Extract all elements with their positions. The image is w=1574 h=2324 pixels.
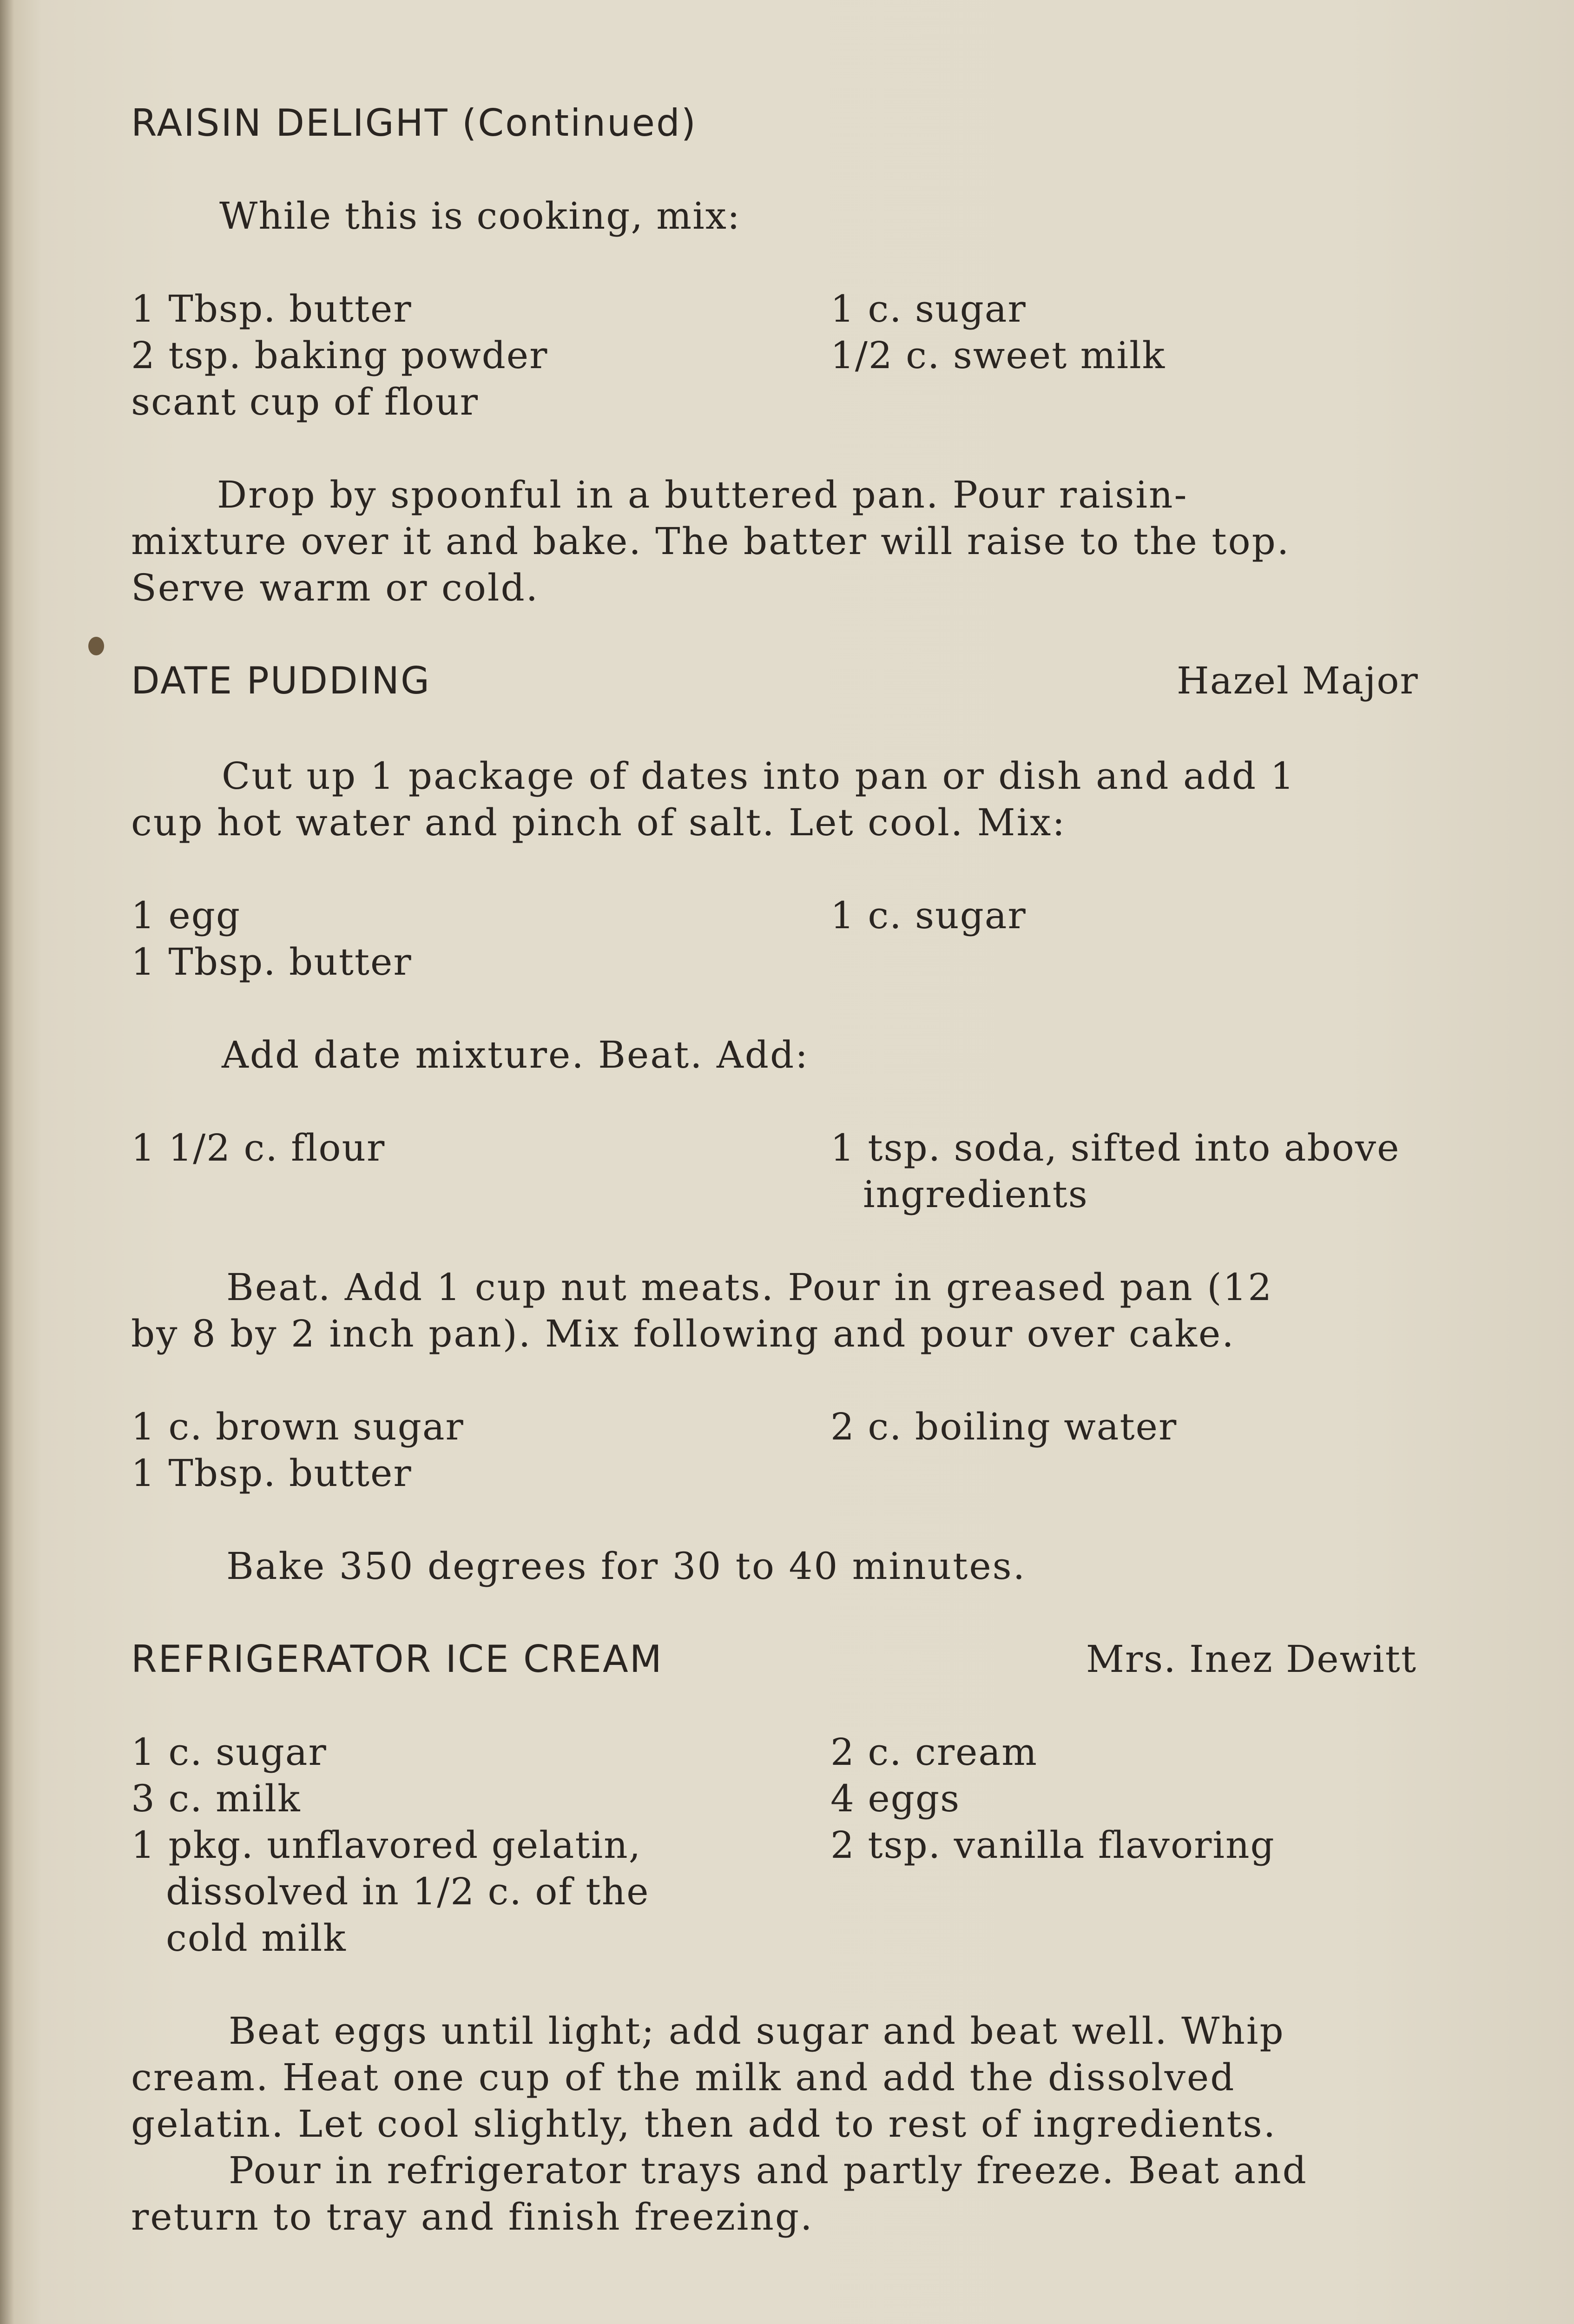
raisin-ingredient: 2 tsp. baking powder [131,334,548,377]
raisin-instructions: Drop by spoonful in a buttered pan. Pour raisin- [217,473,1188,516]
date-pudding-ingredient: 1 tsp. soda, sifted into above [830,1126,1400,1169]
ink-spot [88,637,104,655]
date-pudding-ingredient: 1 1/2 c. flour [131,1126,386,1169]
date-pudding-ingredient: ingredients [863,1173,1088,1216]
date-pudding-ingredient: 1 c. sugar [830,894,1027,937]
ice-cream-author: Mrs. Inez Dewitt [1086,1637,1417,1681]
raisin-ingredient: 1/2 c. sweet milk [830,334,1166,377]
date-pudding-instructions: Beat. Add 1 cup nut meats. Pour in greased pan (12 [226,1266,1273,1309]
date-pudding-bake: Bake 350 degrees for 30 to 40 minutes. [226,1545,1027,1588]
raisin-ingredient: 1 Tbsp. butter [131,287,412,330]
ice-cream-ingredient: dissolved in 1/2 c. of the [166,1870,650,1913]
date-pudding-instructions: Cut up 1 package of dates into pan or dish and add 1 [222,754,1296,798]
ice-cream-ingredient: 4 eggs [830,1777,961,1820]
ice-cream-ingredient: 2 tsp. vanilla flavoring [830,1823,1275,1867]
date-pudding-author: Hazel Major [1177,659,1419,702]
date-pudding-heading: DATE PUDDING [131,659,431,702]
date-pudding-ingredient: 2 c. boiling water [830,1405,1178,1448]
ice-cream-ingredient: 1 pkg. unflavored gelatin, [131,1823,642,1867]
date-pudding-instructions: cup hot water and pinch of salt. Let cool. Mix: [131,801,1067,844]
raisin-intro: While this is cooking, mix: [219,194,741,238]
raisin-instructions: mixture over it and bake. The batter will raise to the top. [131,520,1291,563]
ice-cream-ingredient: 2 c. cream [830,1730,1038,1774]
ice-cream-ingredient: 1 c. sugar [131,1730,327,1774]
ice-cream-heading: REFRIGERATOR ICE CREAM [131,1637,663,1681]
ice-cream-instructions: Pour in refrigerator trays and partly freeze. Beat and [229,2149,1308,2192]
raisin-delight-heading: RAISIN DELIGHT (Continued) [131,101,697,145]
ice-cream-ingredient: 3 c. milk [131,1777,301,1820]
raisin-ingredient: scant cup of flour [131,380,479,423]
date-pudding-ingredient: 1 egg [131,894,241,937]
date-pudding-ingredient: 1 c. brown sugar [131,1405,464,1448]
ice-cream-instructions: return to tray and finish freezing. [131,2195,814,2238]
ice-cream-instructions: cream. Heat one cup of the milk and add the dissolved [131,2056,1236,2099]
date-pudding-ingredient: 1 Tbsp. butter [131,940,412,984]
ice-cream-instructions: Beat eggs until light; add sugar and beat well. Whip [229,2009,1285,2053]
ice-cream-ingredient: cold milk [166,1916,347,1960]
book-spine [0,0,14,2324]
date-pudding-ingredient: 1 Tbsp. butter [131,1452,412,1495]
date-pudding-step: Add date mixture. Beat. Add: [222,1033,810,1076]
raisin-instructions: Serve warm or cold. [131,566,540,609]
ice-cream-instructions: gelatin. Let cool slightly, then add to rest of ingredients. [131,2102,1277,2146]
date-pudding-instructions: by 8 by 2 inch pan). Mix following and pour over cake. [131,1312,1235,1355]
raisin-ingredient: 1 c. sugar [830,287,1027,330]
